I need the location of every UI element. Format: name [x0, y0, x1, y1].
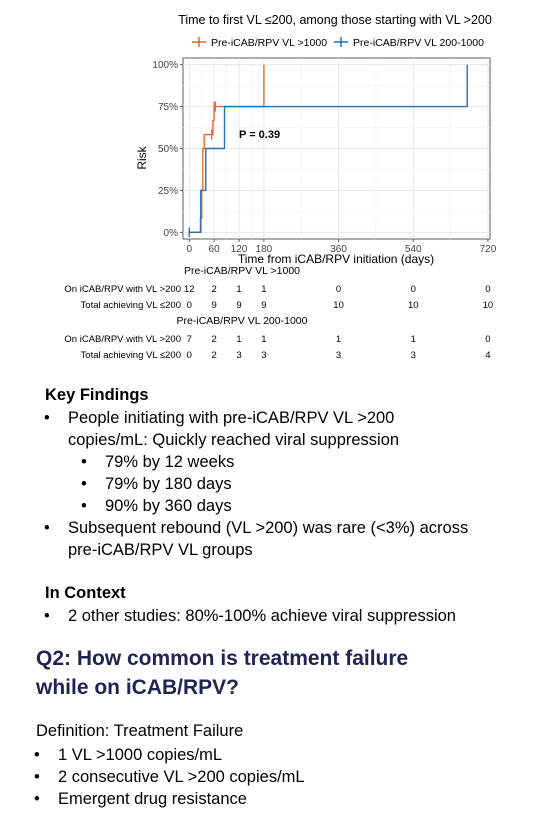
finding-line: copies/mL: Quickly reached viral suppression	[68, 431, 400, 449]
legend	[192, 37, 484, 49]
x-tick-label: 540	[404, 244, 422, 255]
x-tick-label: 180	[255, 244, 273, 255]
bullet-icon: •	[81, 497, 87, 515]
finding-item	[44, 517, 548, 561]
risk-cell: 1	[335, 334, 342, 345]
context-list	[44, 605, 548, 627]
y-axis-label: Risk	[135, 146, 149, 170]
definition-item	[34, 766, 538, 788]
bullet-icon: •	[34, 790, 40, 808]
risk-cell: 3	[236, 350, 242, 361]
x-tick-label: 360	[330, 244, 347, 255]
key-findings-sublist	[81, 451, 505, 517]
risk-cell: 0	[485, 334, 491, 345]
risk-cell: 1	[236, 334, 242, 345]
y-tick-label: 75%	[157, 102, 178, 114]
risk-cell: 0	[186, 350, 192, 361]
risk-cell: 2	[211, 334, 217, 345]
risk-cell: 1	[236, 284, 242, 295]
risk-cell: 3	[261, 350, 267, 361]
y-tick-label: 100%	[152, 60, 178, 72]
y-tick-label: 25%	[157, 185, 178, 197]
bullet-icon: •	[81, 453, 87, 471]
risk-cell: 10	[407, 300, 419, 311]
finding-subitem	[81, 495, 505, 517]
risk-row-label: On iCAB/RPV with VL >200	[64, 284, 181, 295]
risk-cell: 2	[211, 350, 217, 361]
risk-row-label: Total achieving VL ≤200	[80, 350, 181, 361]
bullet-icon: •	[44, 607, 50, 625]
bullet-icon: •	[81, 475, 87, 493]
context-title: In Context	[45, 584, 126, 602]
finding-line: People initiating with pre-iCAB/RPV VL >200	[68, 409, 395, 427]
definition-item	[34, 788, 538, 810]
risk-cell: 2	[211, 284, 217, 295]
legend-label-2: Pre-iCAB/RPV VL 200-1000	[353, 37, 484, 49]
risk-cell: 0	[410, 284, 416, 295]
risk-cell: 3	[410, 350, 416, 361]
finding-subitem-text: 90% by 360 days	[105, 497, 232, 515]
bullet-icon: •	[44, 519, 50, 537]
risk-cell: 1	[410, 334, 416, 345]
finding-line: pre-iCAB/RPV VL groups	[68, 541, 253, 559]
finding-subitem	[81, 473, 505, 495]
x-axis-label: Time from iCAB/RPV initiation (days)	[237, 252, 435, 266]
risk-cell: 12	[183, 284, 195, 295]
risk-cell: 9	[236, 300, 242, 311]
x-tick-label: 0	[186, 244, 193, 255]
x-tick-label: 60	[208, 244, 220, 255]
risk-cell: 7	[186, 334, 192, 345]
risk-cell: 9	[261, 300, 267, 311]
risk-cell: 10	[482, 300, 494, 311]
finding-subitem	[81, 451, 505, 473]
y-tick-label: 0%	[163, 227, 178, 239]
risk-cell: 4	[485, 350, 491, 361]
risk-group-title: Pre-iCAB/RPV VL 200-1000	[176, 315, 308, 327]
risk-cell: 3	[335, 350, 342, 361]
risk-cell: 0	[186, 300, 192, 311]
q2-heading	[36, 644, 516, 702]
finding-item	[44, 407, 548, 451]
key-findings-title: Key Findings	[45, 386, 149, 404]
bullet-icon: •	[44, 409, 50, 427]
y-tick-label: 50%	[157, 144, 178, 155]
q2-line: Q2: How common is treatment failure	[36, 647, 409, 670]
risk-cell: 1	[261, 334, 267, 345]
finding-subitem-text: 79% by 180 days	[105, 475, 232, 493]
definition-item-text: 2 consecutive VL >200 copies/mL	[58, 768, 305, 786]
context-item-text: 2 other studies: 80%-100% achieve viral suppression	[68, 607, 456, 625]
risk-cell: 0	[485, 284, 491, 295]
chart-title: Time to first VL ≤200, among those starting with VL >200	[178, 13, 492, 27]
risk-table	[64, 265, 493, 361]
context-item	[44, 605, 548, 627]
definition-item-text: 1 VL >1000 copies/mL	[58, 746, 223, 764]
risk-row-label: On iCAB/RPV with VL >200	[64, 334, 181, 345]
x-tick-label: 720	[479, 244, 497, 255]
definition-list	[34, 744, 538, 810]
risk-cell: 1	[261, 284, 267, 295]
risk-cell: 9	[211, 300, 217, 311]
p-value-annotation: P = 0.39	[239, 129, 281, 141]
finding-subitem-text: 79% by 12 weeks	[105, 453, 235, 471]
finding-line: Subsequent rebound (VL >200) was rare (<3%) across	[68, 519, 469, 537]
risk-row-label: Total achieving VL ≤200	[80, 300, 181, 311]
definition-item	[34, 744, 538, 766]
bullet-icon: •	[34, 746, 40, 764]
definition-item-text: Emergent drug resistance	[58, 790, 247, 808]
q2-line: while on iCAB/RPV?	[36, 676, 240, 699]
key-findings-list	[44, 407, 548, 451]
bullet-icon: •	[34, 768, 40, 786]
x-tick-label: 120	[230, 244, 248, 255]
definition-title: Definition: Treatment Failure	[36, 722, 244, 740]
key-findings-list-2	[44, 517, 548, 561]
y-tick-labels	[152, 60, 178, 239]
risk-group-title: Pre-iCAB/RPV VL >1000	[183, 265, 301, 277]
km-chart	[0, 0, 559, 380]
risk-cell: 10	[333, 300, 344, 311]
risk-cell: 0	[335, 284, 342, 295]
legend-label-1: Pre-iCAB/RPV VL >1000	[211, 37, 328, 49]
